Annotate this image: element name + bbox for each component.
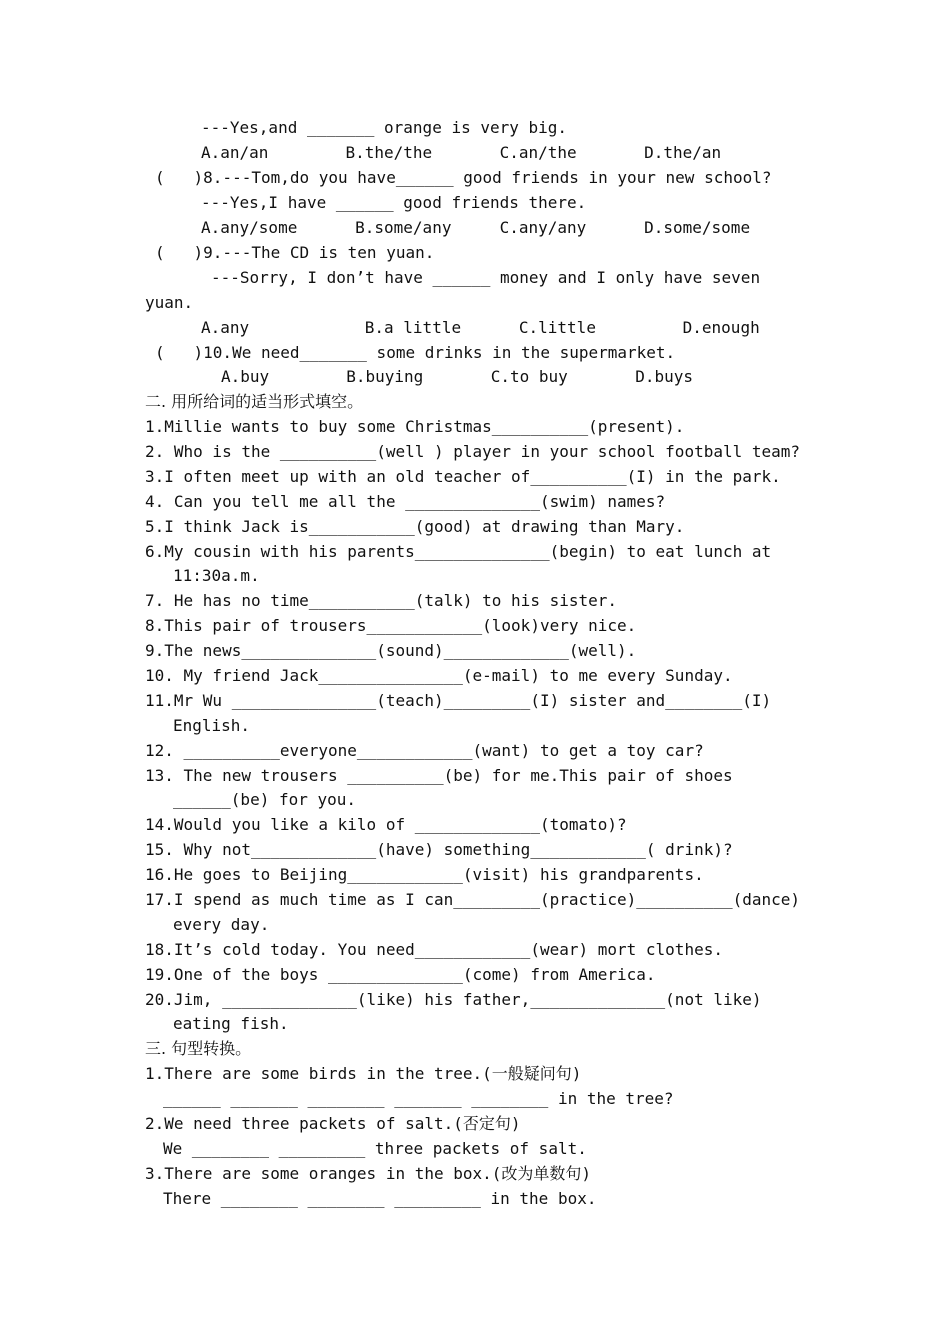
- worksheet-line: ( )9.---The CD is ten yuan.: [155, 243, 435, 262]
- worksheet-line: eating fish.: [173, 1014, 289, 1033]
- worksheet-line: ---Sorry, I don’t have ______ money and I only have seven: [211, 268, 761, 287]
- worksheet-line: 3.There are some oranges in the box.(改为单数句): [145, 1164, 592, 1183]
- worksheet-line: We ________ _________ three packets of salt.: [163, 1139, 587, 1158]
- worksheet-line: 18.It’s cold today. You need____________(wear) mort clothes.: [145, 940, 723, 959]
- worksheet-line: 3.I often meet up with an old teacher of__________(I) in the park.: [145, 467, 781, 486]
- worksheet-line: 9.The news______________(sound)_____________(well).: [145, 641, 637, 660]
- worksheet-line: every day.: [173, 915, 270, 934]
- worksheet-line: 11.Mr Wu _______________(teach)_________(I) sister and________(I): [145, 691, 772, 710]
- worksheet-line: A.any/some B.some/any C.any/any D.some/some: [201, 218, 751, 237]
- worksheet-line: 19.One of the boys ______________(come) from America.: [145, 965, 656, 984]
- worksheet-line: ______(be) for you.: [173, 790, 357, 809]
- worksheet-line: 7. He has no time___________(talk) to his sister.: [145, 591, 618, 610]
- worksheet-line: A.an/an B.the/the C.an/the D.the/an: [201, 143, 722, 162]
- worksheet-line: English.: [173, 716, 251, 735]
- worksheet-line: 1.There are some birds in the tree.(一般疑问句): [145, 1064, 582, 1083]
- worksheet-line: 6.My cousin with his parents______________(begin) to eat lunch at: [145, 542, 772, 561]
- worksheet-line: 16.He goes to Beijing____________(visit) his grandparents.: [145, 865, 704, 884]
- worksheet-line: 15. Why not_____________(have) something____________( drink)?: [145, 840, 733, 859]
- worksheet-line: 2. Who is the __________(well ) player in your school football team?: [145, 442, 801, 461]
- worksheet-line: 2.We need three packets of salt.(否定句): [145, 1114, 521, 1133]
- worksheet-line: 8.This pair of trousers____________(look)very nice.: [145, 616, 637, 635]
- worksheet-line: 20.Jim, ______________(like) his father,______________(not like): [145, 990, 762, 1009]
- worksheet-line: 13. The new trousers __________(be) for me.This pair of shoes: [145, 766, 733, 785]
- worksheet-line: 5.I think Jack is___________(good) at drawing than Mary.: [145, 517, 685, 536]
- worksheet-line: ---Yes,I have ______ good friends there.: [201, 193, 587, 212]
- section-heading: 二. 用所给词的适当形式填空。: [145, 392, 364, 411]
- worksheet-line: 11:30a.m.: [173, 566, 260, 585]
- worksheet-line: ( )8.---Tom,do you have______ good friends in your new school?: [155, 168, 772, 187]
- worksheet-line: A.any B.a little C.little D.enough: [201, 318, 760, 337]
- worksheet-line: 14.Would you like a kilo of _____________(tomato)?: [145, 815, 627, 834]
- worksheet-line: ---Yes,and _______ orange is very big.: [201, 118, 568, 137]
- worksheet-line: There ________ ________ _________ in the box.: [163, 1189, 597, 1208]
- worksheet-line: 4. Can you tell me all the ______________(swim) names?: [145, 492, 666, 511]
- worksheet-line: ( )10.We need_______ some drinks in the supermarket.: [155, 343, 676, 362]
- worksheet-line: yuan.: [145, 293, 194, 312]
- worksheet-line: 10. My friend Jack_______________(e-mail) to me every Sunday.: [145, 666, 733, 685]
- worksheet-line: ______ _______ ________ _______ ________ in the tree?: [163, 1089, 674, 1108]
- section-heading: 三. 句型转换。: [145, 1039, 252, 1058]
- worksheet-line: 12. __________everyone____________(want) to get a toy car?: [145, 741, 704, 760]
- worksheet-line: 1.Millie wants to buy some Christmas__________(present).: [145, 417, 685, 436]
- worksheet-line: 17.I spend as much time as I can_________(practice)__________(dance): [145, 890, 801, 909]
- worksheet-line: A.buy B.buying C.to buy D.buys: [221, 367, 694, 386]
